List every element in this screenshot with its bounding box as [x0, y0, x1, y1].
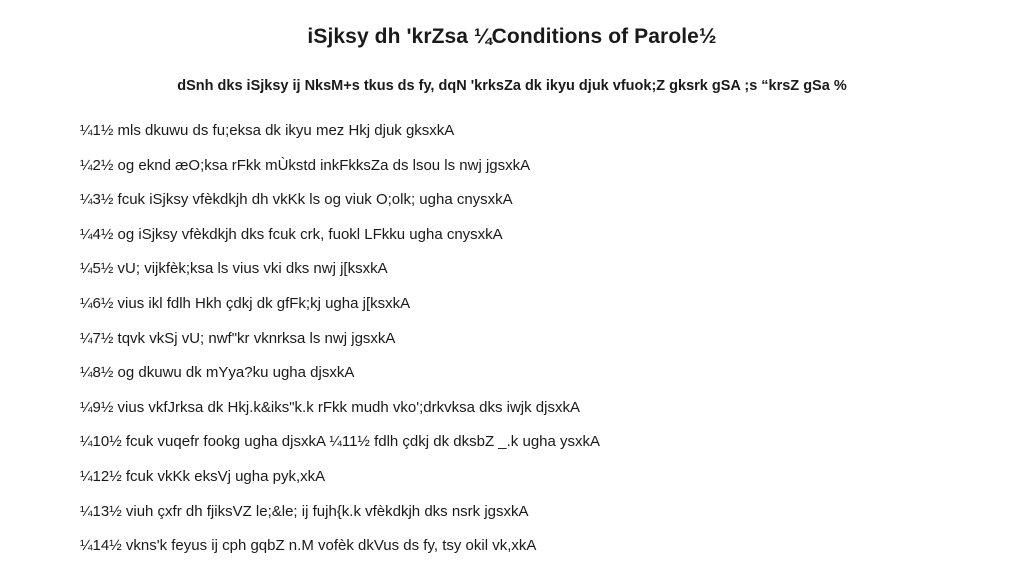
- condition-item: ¼6½ vius ikl fdlh Hkh çdkj dk gfFk;kj ugha j[ksxkA: [80, 294, 411, 312]
- condition-item: ¼12½ fcuk vkKk eksVj ugha pyk,xkA: [80, 467, 326, 485]
- condition-item: ¼3½ fcuk iSjksy vfèkdkjh dh vkKk ls og viuk O;olk; ugha cnysxkA: [80, 191, 513, 209]
- condition-item: ¼1½ mls dkuwu ds fu;eksa dk ikyu mez Hkj djuk gksxkA: [80, 122, 455, 139]
- condition-item: ¼8½ og dkuwu dk mYya?ku ugha djsxkA: [80, 364, 355, 382]
- condition-item: ¼10½ fcuk vuqefr fookg ugha djsxkA ¼11½ fdlh çdkj dk dksbZ _.k ugha ysxkA: [80, 433, 601, 451]
- slide-subtitle: dSnh dks iSjksy ij NksM+s tkus ds fy, dqN 'krksZa dk ikyu djuk vfuok;Z gksrk gSA ;s “krsZ gSa %: [177, 78, 847, 94]
- conditions-list: [80, 118, 980, 568]
- slide-title: iSjksy dh 'krZsa ¼Conditions of Parole½: [307, 25, 717, 48]
- condition-item: ¼9½ vius vkfJrksa dk Hkj.k&iks"k.k rFkk mudh vko';drkvksa dks iwjk djsxkA: [80, 398, 580, 416]
- condition-item: ¼5½ vU; vijkfèk;ksa ls vius vki dks nwj j[ksxkA: [80, 260, 388, 278]
- condition-item: ¼14½ vkns'k feyus ij cph gqbZ n.M vofèk dkVus ds fy, tsy okil vk,xkA: [80, 537, 537, 555]
- condition-item: ¼4½ og iSjksy vfèkdkjh dks fcuk crk, fuokl LFkku ugha cnysxkA: [80, 225, 503, 243]
- condition-item: ¼2½ og eknd æO;ksa rFkk mÙkstd inkFkksZa ds lsou ls nwj jgsxkA: [80, 156, 531, 174]
- condition-item: ¼13½ viuh çxfr dh fjiksVZ le;&le; ij fujh{k.k vfèkdkjh dks nsrk jgsxkA: [80, 502, 529, 520]
- condition-item: ¼7½ tqvk vkSj vU; nwf"kr vknrksa ls nwj jgsxkA: [80, 329, 396, 347]
